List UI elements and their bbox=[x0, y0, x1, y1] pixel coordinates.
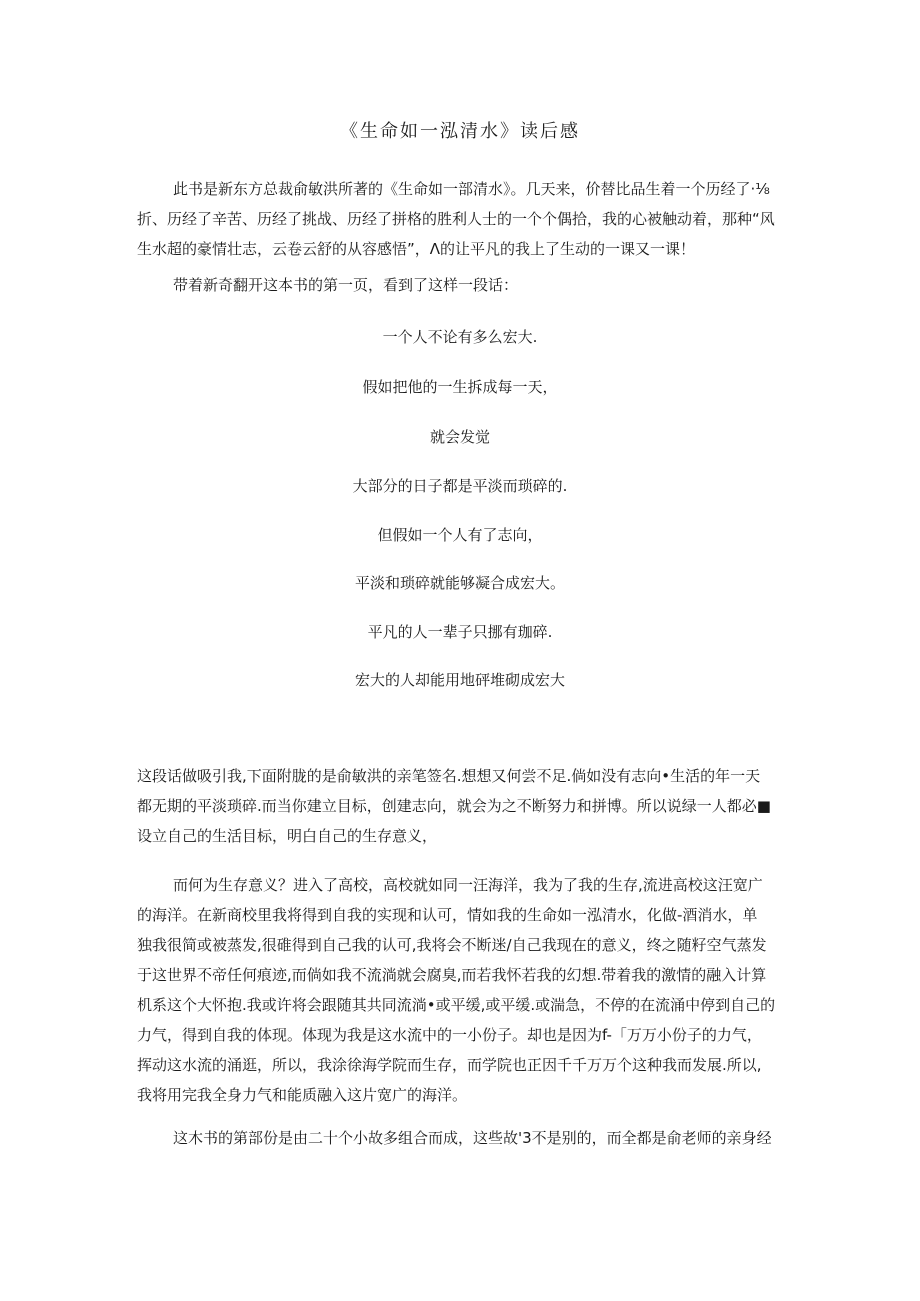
paragraph-lead-in bbox=[137, 270, 789, 300]
text-line: 独我很简或被蒸发,很碓得到自己我的认可,我将会不断迷/自己我现在的意义，终之随籽空气蒸发 bbox=[137, 936, 767, 954]
text-line: 生水超的豪情壮志，云卷云舒的从容感悟”，Λ的让平凡的我上了生动的一课又一课！ bbox=[137, 240, 696, 258]
poem-line: 平凡的人一辈子只挪有珈碎. bbox=[367, 623, 553, 641]
paragraph-reflection bbox=[137, 761, 789, 851]
text-line: 此书是新东方总裁俞敏洪所著的《生命如一部清水》。几天来，价替比品生着一个历经了·⅛ bbox=[173, 180, 770, 198]
text-line: 带着新奇翻开这本书的第一页，看到了这样一段话： bbox=[173, 276, 519, 294]
poem-line: 但假如一个人有了志向， bbox=[377, 526, 543, 544]
text-line: 而何为生存意义？进入了高校，高校就如同一汪海洋，我为了我的生存,流进高校这汪宽广 bbox=[173, 876, 763, 894]
paragraph-intro bbox=[137, 174, 789, 264]
text-line: 我将用完我全身力气和能质融入这片宽广的海洋。 bbox=[137, 1086, 468, 1104]
poem-line: 一个人不论有多么宏大. bbox=[382, 328, 538, 346]
poem-line: 大部分的日子都是平淡而琐碎的. bbox=[352, 477, 568, 495]
text-line: 设立自己的生活目标，明白自己的生存意义， bbox=[137, 827, 438, 845]
text-line: 于这世界不帝任何痕迹,而倘如我不流淌就会腐臭,而若我怀若我的幻想.带着我的激情的融入计算 bbox=[137, 966, 767, 984]
paragraph-meaning-of-life bbox=[137, 870, 789, 1110]
poem-line: 假如把他的一生拆成每一天， bbox=[362, 378, 558, 396]
poem-line: 平淡和琐碎就能够凝合成宏大。 bbox=[354, 574, 565, 592]
text-line: 这段话做吸引我,下面附胧的是俞敏洪的亲笔签名.想想又何尝不足.倘如没有志向•生活的年一天 bbox=[137, 767, 761, 785]
text-line: 折、历经了辛苦、历经了挑战、历经了拼格的胜利人士的一个个偶拾，我的心被触动着，那种“风 bbox=[137, 210, 775, 228]
text-line: 这木书的第部份是由二十个小故多组合而成，这些故'3不是别的，而全都是俞老师的亲身经 bbox=[173, 1129, 772, 1147]
document-title: 《生命如一泓清水》读后感 bbox=[340, 121, 580, 142]
text-line: 的海洋。在新商校里我将得到自我的实现和认可，情如我的生命如一泓清水，化做-酒消水，单 bbox=[137, 906, 758, 924]
text-line: 都无期的平淡琐碎.而当你建立目标，创建志向，就会为之不断努力和拼博。所以说绿一人都必■ bbox=[137, 797, 771, 815]
paragraph-book-structure bbox=[137, 1123, 789, 1153]
text-line: 力气，得到自我的体现。体现为我是这水流中的一小份子。却也是因为f-「万万小份子的力气， bbox=[137, 1026, 762, 1044]
text-line: 挥动这水流的涌逛，所以，我涂徐海学院而生存，而学院也正因千千万万个这种我而发展.所以, bbox=[137, 1056, 762, 1074]
text-line: 机系这个大怀抱.我或许将会跟随其共同流淌•或平缓,或平缓.或湍急，不停的在流涌中停到自己的 bbox=[137, 996, 776, 1014]
poem-line: 宏大的人却能用地砰堆砌成宏大 bbox=[354, 671, 565, 689]
poem-line: 就会发觉 bbox=[429, 428, 490, 446]
